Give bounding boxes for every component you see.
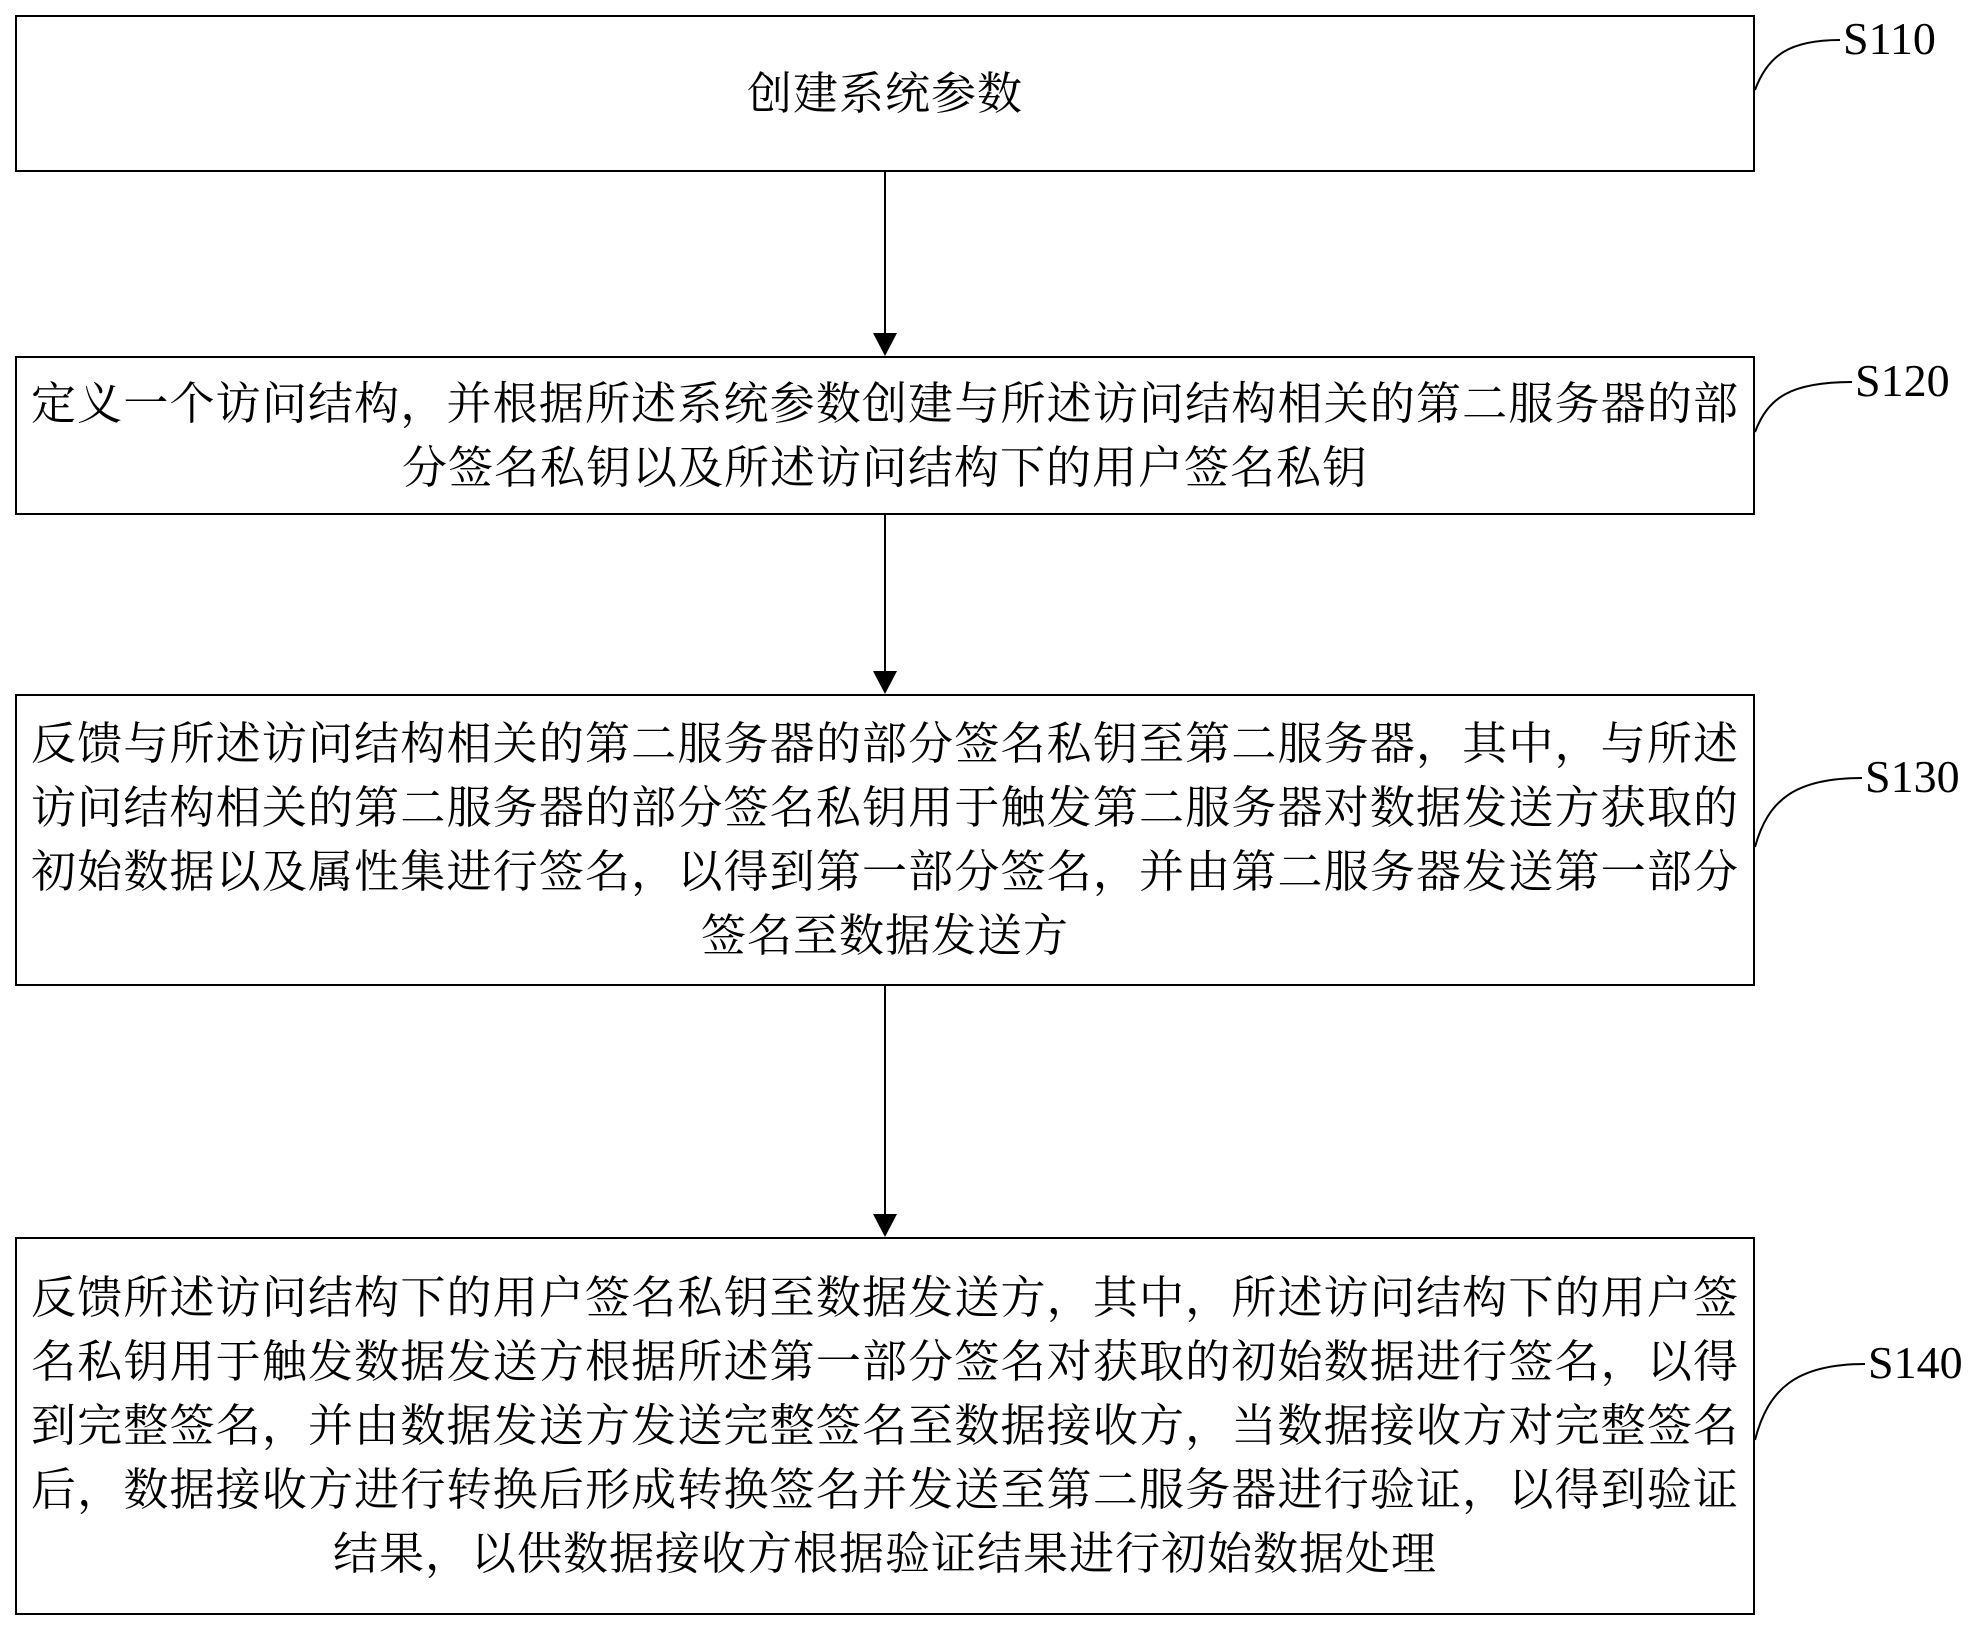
step-box-s120	[15, 356, 1755, 515]
step-label-s110: S110	[1843, 13, 1936, 64]
step-label-s120: S120	[1855, 355, 1950, 406]
leader-s120	[1755, 382, 1852, 432]
leader-s140	[1755, 1364, 1865, 1440]
step-box-s130	[15, 694, 1755, 986]
arrowhead-s110-s120	[873, 333, 897, 356]
leader-s130	[1755, 778, 1862, 847]
step-label-s130: S130	[1865, 751, 1960, 802]
step-text-s130: 反馈与所述访问结构相关的第二服务器的部分签名私钥至第二服务器，其中，与所述访问结构相关的第二服务器的部分签名私钥用于触发第二服务器对数据发送方获取的初始数据以及属性集进行签名，以得到第一部分签名，并由第二服务器发送第一部分签名至数据发送方	[31, 717, 1739, 962]
step-box-s140	[15, 1237, 1755, 1615]
step-text-s140: 反馈所述访问结构下的用户签名私钥至数据发送方，其中，所述访问结构下的用户签名私钥用于触发数据发送方根据所述第一部分签名对获取的初始数据进行签名，以得到完整签名，并由数据发送方发送完整签名至数据接收方，当数据接收方对完整签名后，数据接收方进行转换后形成转换签名并发送至第二服务器进行验证，以得到验证结果，以供数据接收方根据验证结果进行初始数据处理	[31, 1271, 1739, 1580]
step-text-s120: 定义一个访问结构，并根据所述系统参数创建与所述访问结构相关的第二服务器的部分签名私钥以及所述访问结构下的用户签名私钥	[31, 376, 1739, 494]
step-box-s110	[15, 15, 1755, 172]
arrowhead-s130-s140	[873, 1214, 897, 1237]
arrowhead-s120-s130	[873, 671, 897, 694]
leader-s110	[1755, 40, 1840, 90]
step-label-s140: S140	[1868, 1337, 1963, 1388]
step-text-s110: 创建系统参数	[746, 66, 1023, 120]
